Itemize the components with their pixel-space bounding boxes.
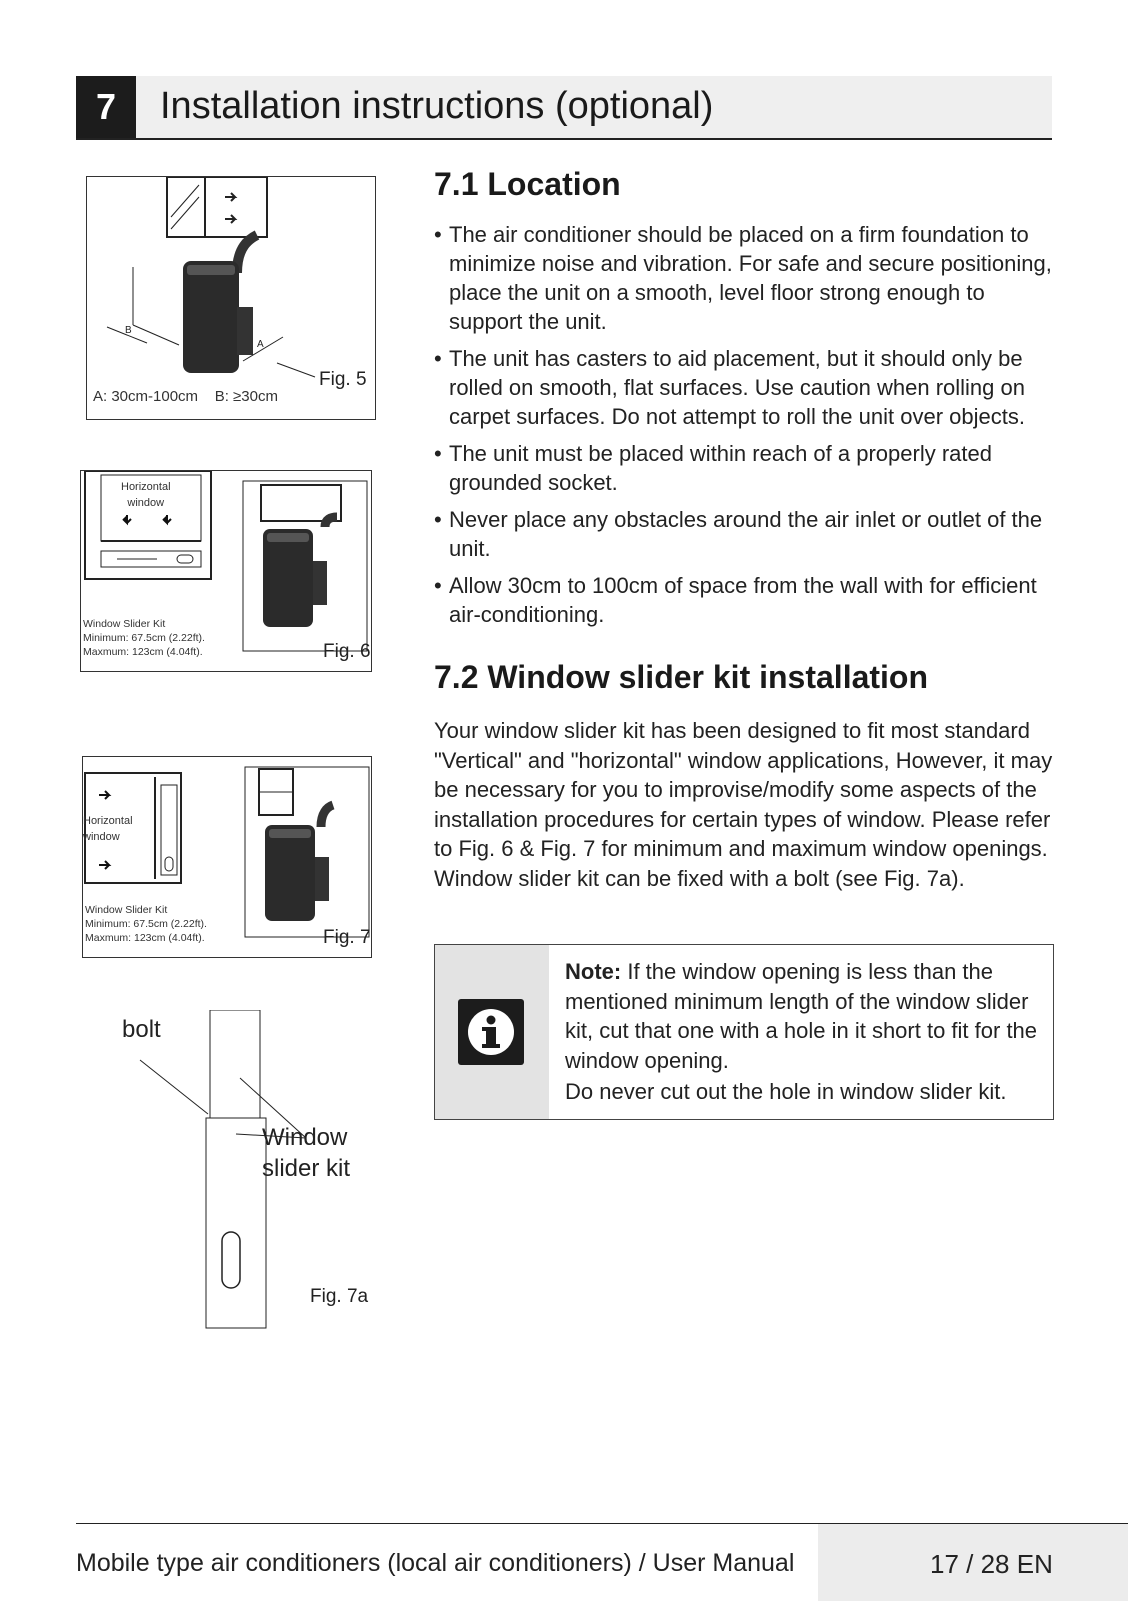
fig7-kit-line3: Maxmum: 123cm (4.04ft). — [85, 932, 205, 944]
note-label: Note: — [565, 959, 622, 984]
bolt-label: bolt — [122, 1016, 161, 1043]
note-body-2: Do never cut out the hole in window slider kit. — [565, 1079, 1007, 1104]
fig6-window-line1: Horizontal — [121, 481, 171, 493]
fig6-window-label — [121, 479, 171, 511]
note-text — [565, 957, 1045, 1107]
slider-kit-line1: Window — [262, 1124, 348, 1151]
figure-7 — [82, 756, 372, 958]
footer-title: Mobile type air conditioners (local air conditioners) / User Manual — [76, 1549, 795, 1577]
fig6-kit-text — [83, 617, 205, 659]
dim-b-label: B — [125, 325, 132, 336]
page-number: 17 / 28 EN — [930, 1549, 1053, 1579]
fig6-kit-line3: Maxmum: 123cm (4.04ft). — [83, 646, 203, 658]
dim-a-label: A — [257, 339, 264, 350]
fig6-label: Fig. 6 — [323, 641, 371, 662]
note-body: If the window opening is less than the mentioned minimum length of the window slider kit, cut that one with a hole in it short to fit for the window opening. — [565, 959, 1038, 1073]
fig7-kit-text — [85, 903, 207, 945]
slider-kit-label — [262, 1122, 350, 1184]
fig5-label: Fig. 5 — [319, 369, 367, 390]
footer-divider — [76, 1523, 1128, 1524]
fig7-window-line2: window — [83, 831, 120, 843]
fig7a-label: Fig. 7a — [310, 1286, 369, 1307]
section-7-1-title: 7.1 Location — [434, 166, 621, 202]
figure-5 — [86, 176, 376, 420]
note-box — [434, 944, 1054, 1120]
note-sidebar — [435, 945, 549, 1119]
figure-6 — [80, 470, 372, 672]
slider-kit-line2: slider kit — [262, 1155, 351, 1182]
fig7-kit-line2: Minimum: 67.5cm (2.22ft). — [85, 918, 207, 930]
list-item: • The unit must be placed within reach of a properly rated grounded socket. — [434, 439, 1054, 497]
location-bullets — [434, 220, 1054, 637]
fig6-kit-line1: Window Slider Kit — [83, 618, 166, 630]
figure-7a — [110, 1010, 380, 1330]
fig5-caption: A: 30cm-100cm B: ≥30cm — [93, 388, 278, 405]
chapter-header — [76, 76, 1052, 140]
info-icon — [458, 999, 524, 1065]
fig7-kit-line1: Window Slider Kit — [85, 904, 168, 916]
fig6-window-line2: window — [127, 497, 165, 509]
fig7-window-line1: Horizontal — [83, 815, 133, 827]
fig7-window-label — [83, 813, 133, 845]
list-item: • Allow 30cm to 100cm of space from the wall with for efficient air-conditioning. — [434, 571, 1054, 629]
fig6-kit-line2: Minimum: 67.5cm (2.22ft). — [83, 632, 205, 644]
chapter-number: 7 — [76, 76, 136, 138]
list-item: • The air conditioner should be placed on a firm foundation to minimize noise and vibration. For safe and secure positioning, place the unit on a smooth, level floor strong enough to support the unit. — [434, 220, 1054, 336]
fig7-label: Fig. 7 — [323, 927, 371, 948]
chapter-title: Installation instructions (optional) — [160, 85, 714, 127]
list-item: • Never place any obstacles around the air inlet or outlet of the unit. — [434, 505, 1054, 563]
list-item: • The unit has casters to aid placement, but it should only be rolled on smooth, flat surfaces. Use caution when rolling on carpet surfaces. Do not attempt to roll the unit over objects. — [434, 344, 1054, 431]
section-7-2-paragraph: Your window slider kit has been designed to fit most standard "Vertical" and "horizontal" window applications, However, it may be necessary for you to improvise/modify some aspects of the installation procedures for certain types of window. Please refer to Fig. 6 & Fig. 7 for minimum and maximum window openings. Window slider kit can be fixed with a bolt (see Fig. 7a). — [434, 718, 1053, 891]
section-7-2-title: 7.2 Window slider kit installation — [434, 659, 929, 695]
